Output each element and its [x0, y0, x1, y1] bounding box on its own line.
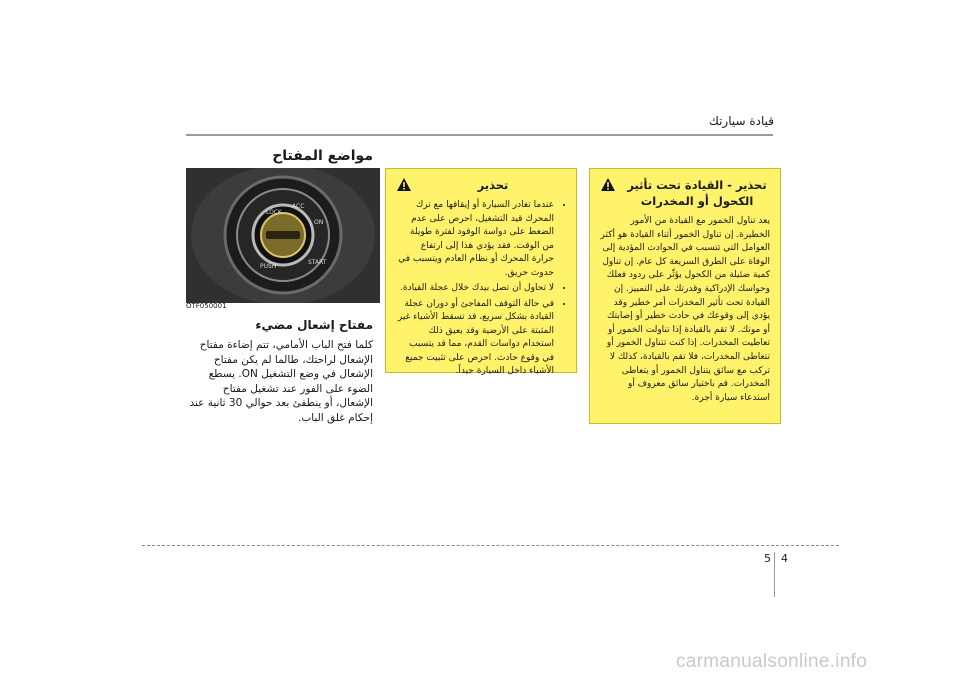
page-number-left: 5	[764, 552, 771, 565]
warning-triangle-icon	[600, 177, 616, 192]
chapter-title: قيادة سيارتك	[708, 114, 774, 128]
ignition-switch-icon	[186, 168, 380, 303]
warning-box-driving	[385, 168, 577, 376]
ring-label-start: START	[308, 259, 327, 266]
warning-title: تحذير - القيادة تحت تأثير الكحول أو المخدرات	[627, 178, 767, 208]
warning-bullet: • في حالة التوقف المفاجئ أو دوران عجلة القيادة بشكل سريع، قد تسقط الأشياء غير المثبتة على الأرضية وقد يعيق ذلك استخدام دواسات القدم، مما قد يتسبب في وقوع حادث. احرص على تثبيت جميع الأشياء داخل السيارة جيداً.	[396, 298, 554, 379]
warning-bullets	[396, 199, 566, 379]
illuminated-key-text: كلما فتح الباب الأمامي، تتم إضاءة مفتاح الإشعال لراحتك، طالما لم يكن مفتاح الإشعال في وضع التشغيل ON. يسطع الضوء على الفور عند تشغيل مفتاح الإشعال، أو ينطفئ بعد حوالي 30 ثانية عند إحكام غلق الباب.	[189, 339, 373, 424]
ignition-switch-photo	[186, 168, 380, 303]
section-title: مواضع المفتاح	[272, 148, 373, 164]
watermark: carmanualsonline.info	[676, 651, 868, 672]
header-rule	[186, 134, 773, 136]
ring-label-lock: LOCK	[266, 209, 282, 216]
warning-bullet: • عندما تغادر السيارة أو إيقافها مع ترك المحرك قيد التشغيل، احرص على عدم الضغط على دواسة الوقود لفترة طويلة من الوقت. فقد يؤدي هذا إلى ارتفاع حرارة المحرك أو نظام العادم ويتسبب في حدوث حريق.	[396, 199, 554, 280]
warning-header	[396, 177, 566, 193]
ring-label-on: ON	[314, 219, 324, 226]
illuminated-key-heading: مفتاح إشعال مضيء	[255, 318, 373, 332]
warning-bullet: • لا تحاول أن تصل بيدك خلال عجلة القيادة.	[396, 282, 554, 296]
page-divider	[774, 552, 775, 597]
warning-triangle-icon	[396, 177, 412, 192]
ring-label-push: PUSH	[260, 263, 277, 270]
warning-title: تحذير	[477, 178, 509, 192]
page-number-right: 4	[781, 552, 788, 565]
ring-label-acc: ACC	[292, 203, 305, 210]
figure-code: OTF050001	[186, 302, 227, 310]
warning-box-alcohol	[589, 168, 781, 424]
warning-body: يعد تناول الخمور مع القيادة من الأمور الخطيرة. إن تناول الخمور أثناء القيادة هو أكثر العوامل التي تتسبب في الحوادث المؤدية إلى الوفاة على الطرق السريعة كل عام. إن تناول كمية ضئيلة من الكحول يؤثّر على ردود فعلك وحواسك الإدراكية وقدرتك على التمييز. إن القيادة تحت تأثير المخدرات أمر خطير وقد يؤدي إلى وقوعك في حادث خطير أو إصابتك أو موتك. لا تقم بالقيادة إذا تناولت الخمور أو تعاطيت المخدرات. إذا كنت تتناول الخمور أو تتعاطى المخدرات، فلا تقم بالقيادة، كذلك لا تركب مع سائق يتناول الخمور أو يتعاطى المخدرات. قم باختيار سائق معروف أو استدعاء سيارة أجرة.	[600, 216, 770, 403]
warning-header	[600, 177, 770, 209]
footer-rule	[142, 545, 839, 546]
